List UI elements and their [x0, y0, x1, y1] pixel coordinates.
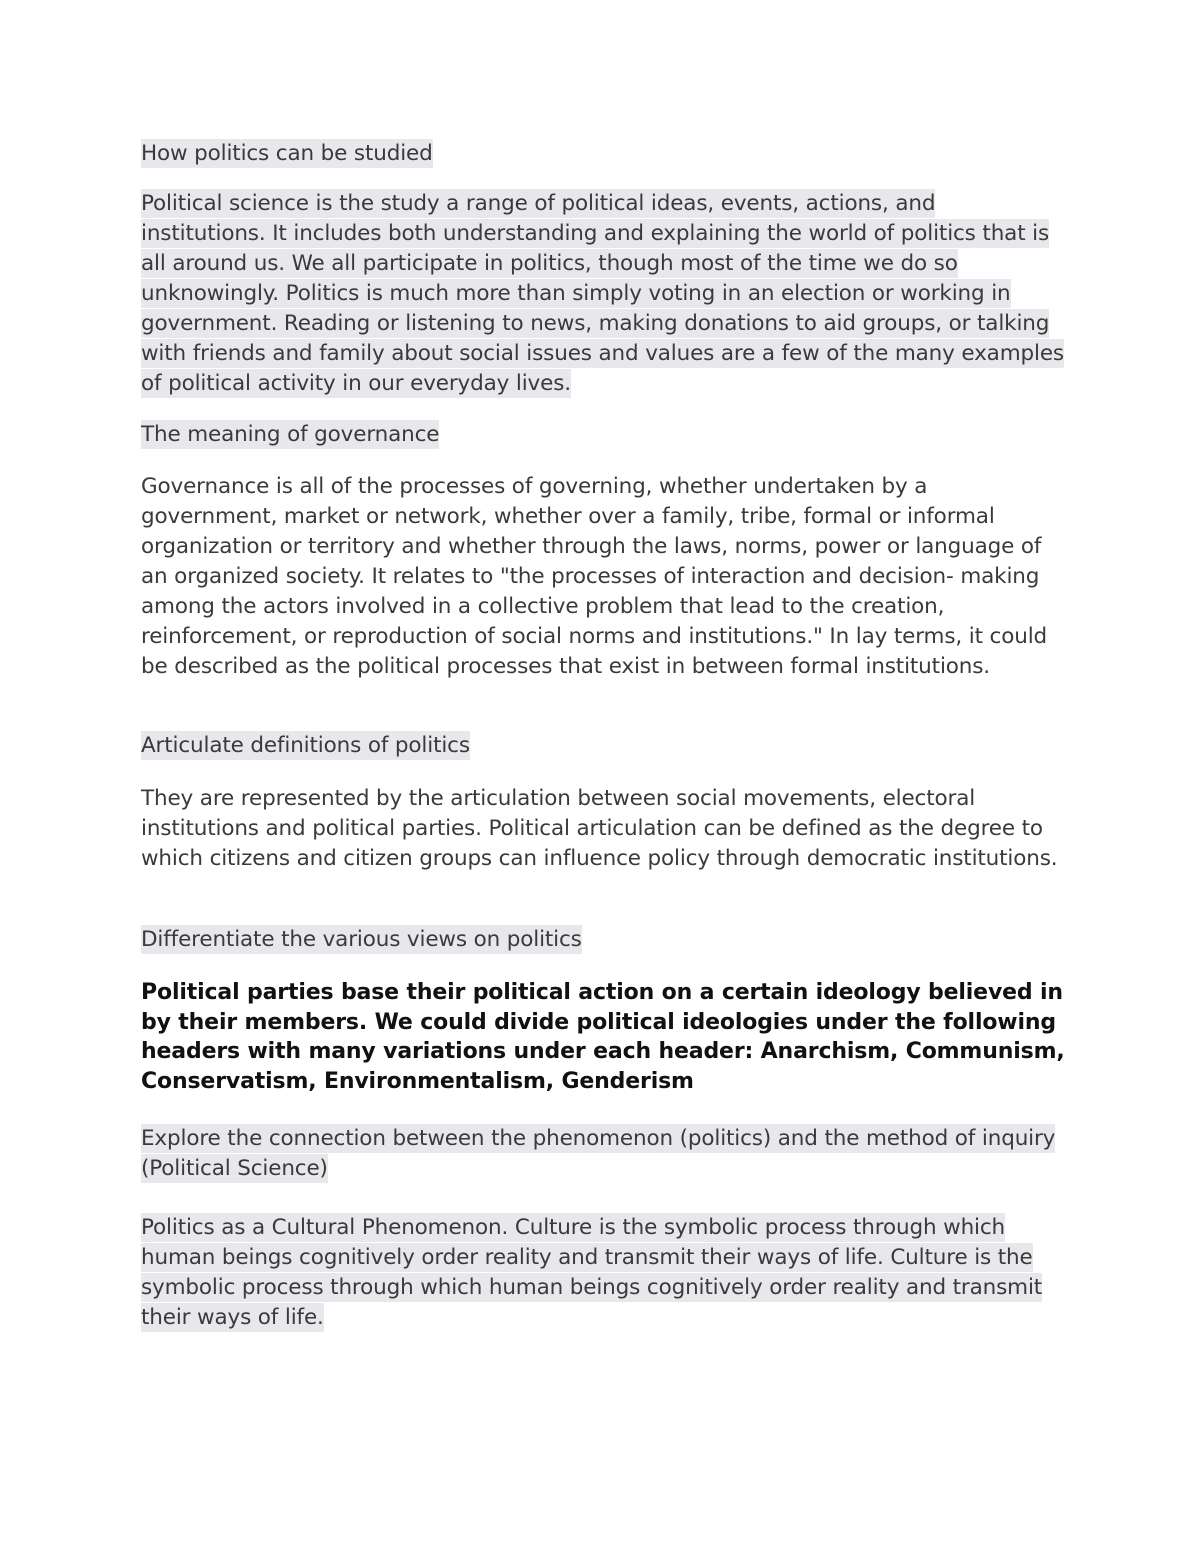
- section-heading: [141, 139, 1066, 169]
- heading-text: Differentiate the various views on politics: [141, 927, 582, 952]
- body-text: They are represented by the articulation between social movements, electoral institutions and political parties. Political articulation can be defined as the degree to which citizens and citizen groups can influence policy through democratic institutions.: [141, 786, 1058, 871]
- section-heading: [141, 420, 1066, 450]
- heading-text: The meaning of governance: [141, 422, 440, 447]
- body-text: Politics as a Cultural Phenomenon. Culture is the symbolic process through which human beings cognitively order reality and transmit their ways of life. Culture is the symbolic process through which human beings cognitively order reality and transmit their ways of life.: [141, 1215, 1043, 1330]
- section-body: [141, 189, 1066, 399]
- section-heading: [141, 731, 1066, 761]
- body-text: Governance is all of the processes of governing, whether undertaken by a government, market or network, whether over a family, tribe, formal or informal organization or territory and whether through the laws, norms, power or language of an organized society. It relates to "the processes of interaction and decision- making among the actors involved in a collective problem that lead to the creation, reinforcement, or reproduction of social norms and institutions." In lay terms, it could be described as the political processes that exist in between formal institutions.: [141, 474, 1048, 679]
- section-body: [141, 784, 1066, 874]
- heading-text: How politics can be studied: [141, 141, 433, 166]
- section-body: [141, 472, 1066, 682]
- body-text: Political science is the study a range of political ideas, events, actions, and institutions. It includes both understanding and explaining the world of politics that is all around us. We all participate in politics, though most of the time we do so unknowingly. Politics is much more than simply voting in an election or working in government. Reading or listening to news, making donations to aid groups, or talking with friends and family about social issues and values are a few of the many examples of political activity in our everyday lives.: [141, 191, 1064, 396]
- body-text: Political parties base their political action on a certain ideology believed in by their members. We could divide political ideologies under the following headers with many variations under each header: Anarchism, Communism, Conservatism, Environmentalism, Genderism: [141, 980, 1065, 1094]
- heading-text: Explore the connection between the phenomenon (politics) and the method of inquiry (Political Science): [141, 1126, 1056, 1181]
- section-heading: [141, 925, 1066, 955]
- section-heading: [141, 1124, 1066, 1184]
- heading-text: Articulate definitions of politics: [141, 733, 470, 758]
- section-body: [141, 978, 1066, 1096]
- section-body: [141, 1213, 1066, 1333]
